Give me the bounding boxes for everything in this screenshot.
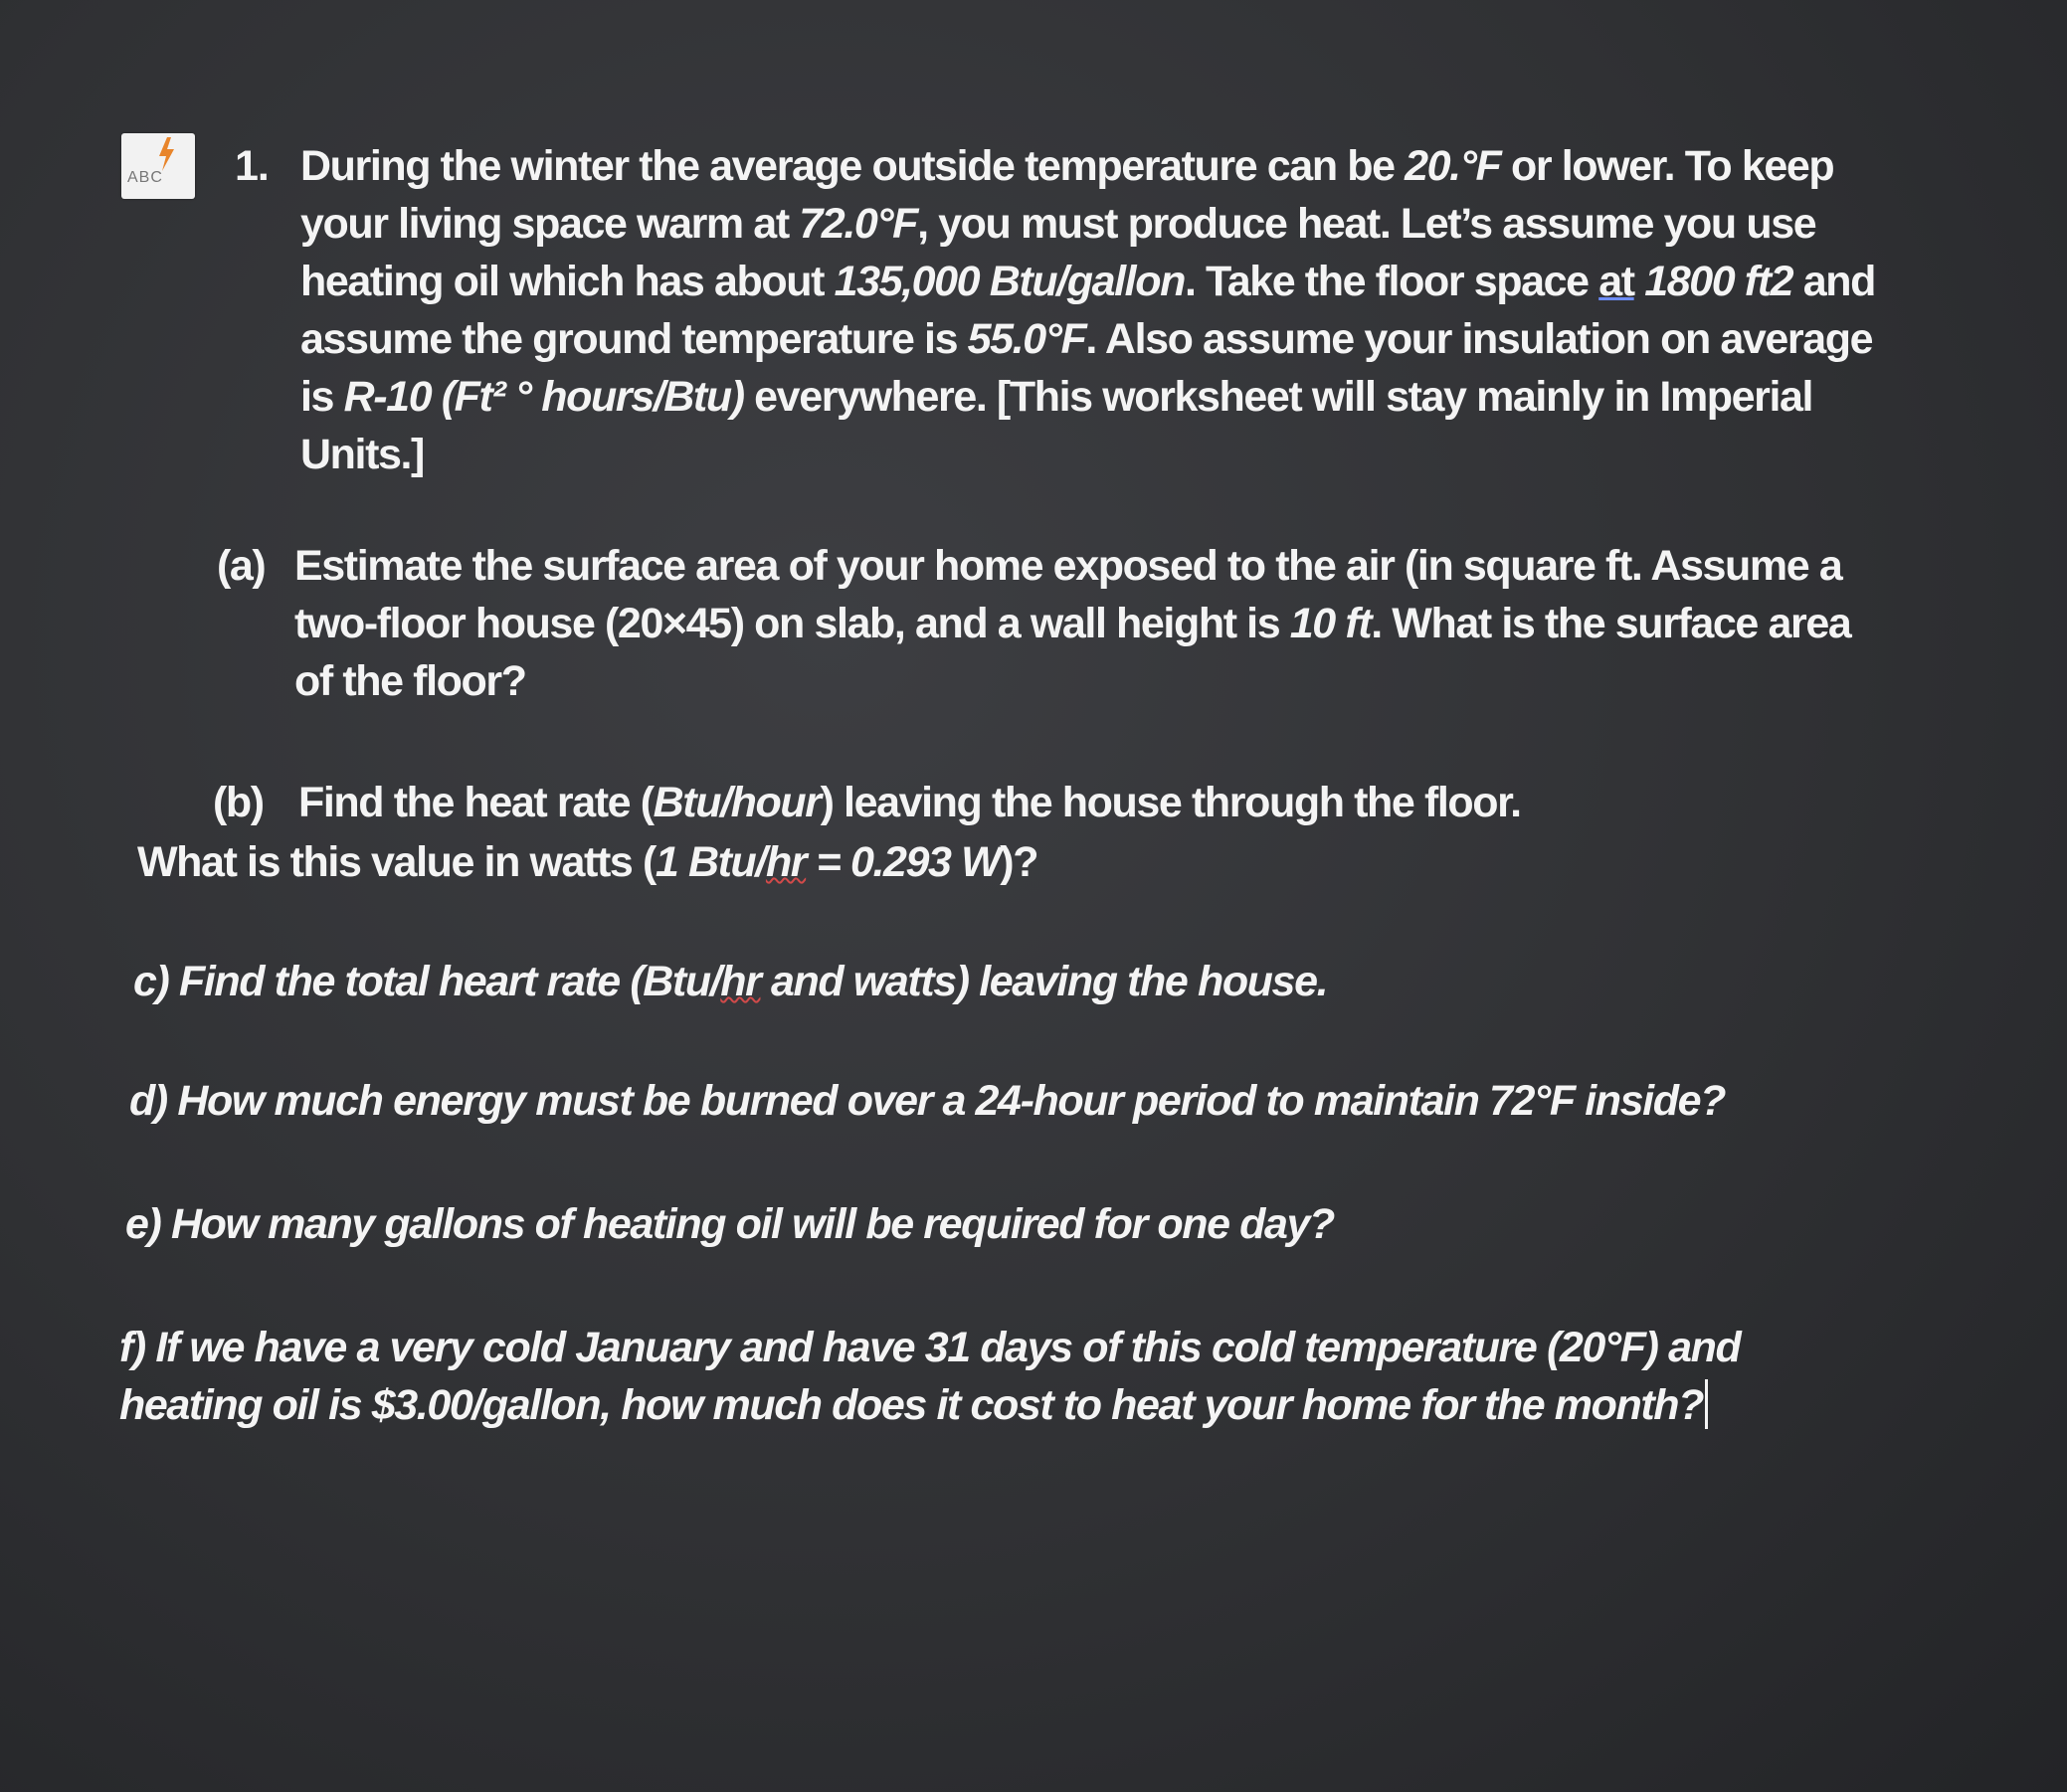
part-a-line: of the floor?: [294, 657, 526, 705]
part-f-line: heating oil is $3.00/gallon, how much does it cost to heat your home for the month?: [119, 1376, 1740, 1434]
intro-line: During the winter the average outside temperature can be 20.°F or lower. To keep: [300, 142, 1834, 190]
lightning-bolt-icon: [157, 137, 175, 171]
part-e: e) How many gallons of heating oil will be required for one day?: [125, 1200, 1334, 1248]
intro-line: heating oil which has about 135,000 Btu/gallon. Take the floor space at 1800 ft2 and: [300, 258, 1875, 305]
text-cursor: [1705, 1379, 1708, 1429]
part-b-line2: What is this value in watts (1 Btu/hr = 0.293 W)?: [137, 838, 1038, 886]
question-number: 1.: [235, 142, 269, 190]
spelling-flag[interactable]: hr: [720, 958, 761, 1005]
part-a-label: (a): [217, 542, 266, 590]
intro-line: your living space warm at 72.0°F, you must produce heat. Let’s assume you use: [300, 200, 1816, 248]
intro-line: is R-10 (Ft² ° hours/Btu) everywhere. [This worksheet will stay mainly in Imperial: [300, 373, 1813, 421]
part-d: d) How much energy must be burned over a 24-hour period to maintain 72°F inside?: [129, 1077, 1725, 1125]
grammar-flag[interactable]: at: [1598, 258, 1634, 305]
spellcheck-icon[interactable]: [121, 133, 195, 199]
intro-line: assume the ground temperature is 55.0°F. Also assume your insulation on average: [300, 315, 1873, 363]
spelling-flag[interactable]: hr: [765, 838, 807, 886]
intro-line: Units.]: [300, 431, 424, 478]
part-f: [119, 1319, 1740, 1434]
part-f-line: f) If we have a very cold January and have 31 days of this cold temperature (20°F) and: [119, 1324, 1741, 1371]
part-a-line: two-floor house (20×45) on slab, and a wall height is 10 ft. What is the surface area: [294, 600, 1851, 647]
part-c: c) Find the total heart rate (Btu/hr and watts) leaving the house.: [133, 958, 1328, 1005]
spellcheck-label: ABC: [127, 169, 163, 186]
part-a-text: [294, 537, 1850, 710]
part-b-line1: Find the heat rate (Btu/hour) leaving the house through the floor.: [298, 779, 1521, 826]
question-intro: [300, 137, 1875, 483]
part-a-line: Estimate the surface area of your home exposed to the air (in square ft. Assume a: [294, 542, 1842, 590]
part-b-label: (b): [213, 779, 264, 826]
